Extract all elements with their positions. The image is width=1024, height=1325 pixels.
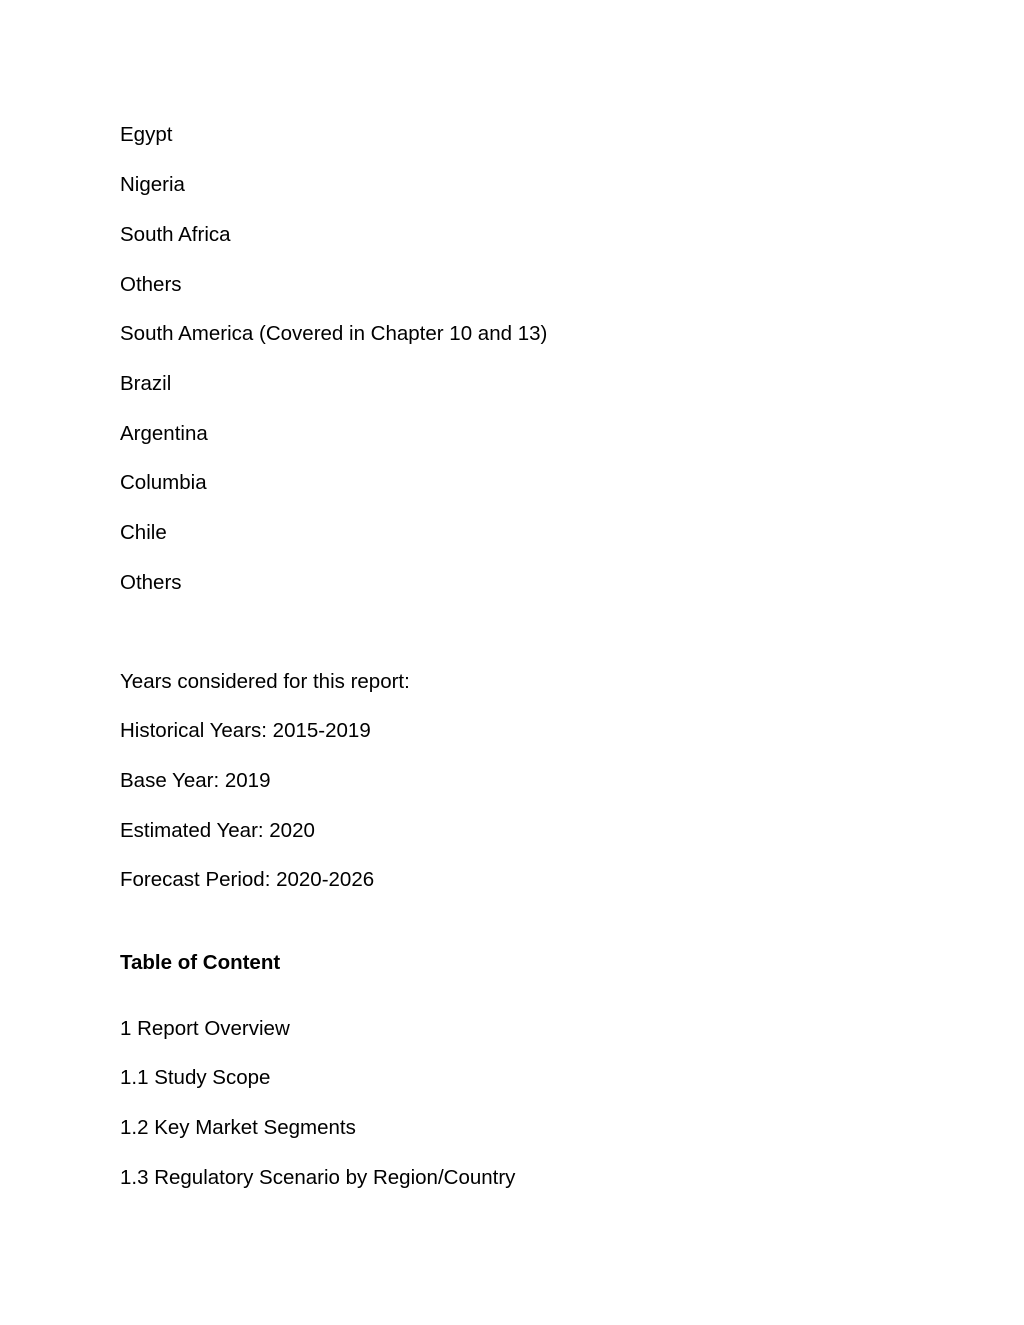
country-egypt: Egypt [120, 123, 173, 146]
toc-entry: 1 Report Overview [120, 1017, 290, 1040]
region-heading-south-america: South America (Covered in Chapter 10 and 13) [120, 322, 548, 345]
country-argentina: Argentina [120, 422, 208, 445]
years-intro: Years considered for this report: [120, 670, 410, 693]
country-nigeria: Nigeria [120, 173, 185, 196]
toc-entry: 1.3 Regulatory Scenario by Region/Country [120, 1166, 516, 1189]
country-others-sa: Others [120, 571, 182, 594]
estimated-year: Estimated Year: 2020 [120, 819, 315, 842]
toc-entry: 1.1 Study Scope [120, 1066, 271, 1089]
country-others-mea: Others [120, 273, 182, 296]
country-chile: Chile [120, 521, 167, 544]
country-columbia: Columbia [120, 471, 207, 494]
toc-title: Table of Content [120, 951, 281, 974]
toc-entry: 1.2 Key Market Segments [120, 1116, 356, 1139]
country-brazil: Brazil [120, 372, 172, 395]
forecast-period: Forecast Period: 2020-2026 [120, 868, 375, 891]
base-year: Base Year: 2019 [120, 769, 271, 792]
historical-years: Historical Years: 2015-2019 [120, 719, 371, 742]
country-south-africa: South Africa [120, 223, 231, 246]
